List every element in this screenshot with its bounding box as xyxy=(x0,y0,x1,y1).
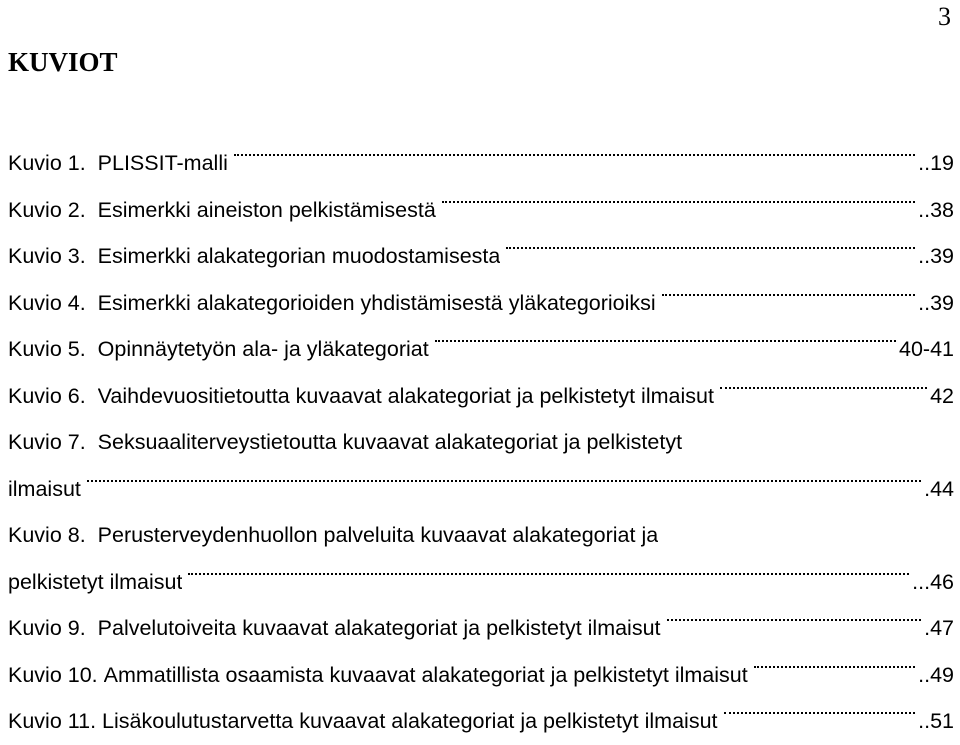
figure-title: Lisäkoulutustarvetta kuvaavat alakategoriat ja pelkistetyt ilmaisut xyxy=(102,709,718,733)
dot-leader xyxy=(506,247,915,249)
page-number: 3 xyxy=(938,2,951,31)
figure-entry xyxy=(8,698,954,745)
dot-leader xyxy=(234,154,915,156)
figure-title: Esimerkki alakategorioiden yhdistämisestä yläkategorioiksi xyxy=(97,290,656,315)
figure-title: Perusterveydenhuollon palveluita kuvaavat alakategoriat ja xyxy=(97,523,659,547)
figure-entry xyxy=(8,652,954,699)
figure-title: Opinnäytetyön ala- ja yläkategoriat xyxy=(97,337,429,361)
figure-entry xyxy=(8,326,954,373)
figure-entry xyxy=(8,373,954,420)
figure-number: Kuvio 7. xyxy=(8,430,86,454)
dot-leader xyxy=(754,666,915,668)
page-reference: ..38 xyxy=(918,197,954,222)
dot-leader xyxy=(667,619,922,621)
figure-title: Seksuaaliterveystietoutta kuvaavat alakategoriat ja pelkistetyt xyxy=(97,430,683,454)
page-reference: .44 xyxy=(924,476,954,501)
page-reference: ..51 xyxy=(918,709,954,733)
page-reference: ..49 xyxy=(918,662,954,687)
page-reference: ..39 xyxy=(918,244,954,268)
figure-entry xyxy=(8,605,954,652)
figure-title: PLISSIT-malli xyxy=(97,151,228,175)
page-reference: 42 xyxy=(930,383,954,408)
figure-title: Esimerkki aineiston pelkistämisestä xyxy=(97,197,436,222)
figure-entry xyxy=(8,140,954,187)
figure-number: Kuvio 9. xyxy=(8,616,86,640)
dot-leader xyxy=(662,294,915,296)
page-reference: 40-41 xyxy=(899,337,954,361)
page-reference: .47 xyxy=(924,616,954,640)
dot-leader xyxy=(435,340,896,342)
figure-number: Kuvio 3. xyxy=(8,244,86,268)
figure-entry xyxy=(8,233,954,280)
figure-entry xyxy=(8,512,954,605)
figure-title: Esimerkki alakategorian muodostamisesta xyxy=(97,244,501,268)
figure-title-continuation: ilmaisut xyxy=(8,476,81,501)
dot-leader xyxy=(188,573,909,575)
figure-list xyxy=(8,140,954,745)
figure-title: Vaihdevuositietoutta kuvaavat alakategoriat ja pelkistetyt ilmaisut xyxy=(97,383,714,408)
figure-entry xyxy=(8,187,954,234)
figure-number: Kuvio 10. xyxy=(8,662,98,687)
figure-number: Kuvio 2. xyxy=(8,197,86,222)
figure-entry xyxy=(8,280,954,327)
figure-title-continuation: pelkistetyt ilmaisut xyxy=(8,569,183,594)
dot-leader xyxy=(720,387,927,389)
dot-leader xyxy=(724,712,916,714)
page-reference: ..19 xyxy=(918,151,954,175)
section-heading: KUVIOT xyxy=(8,47,118,77)
figure-number: Kuvio 8. xyxy=(8,523,86,547)
dot-leader xyxy=(87,480,921,482)
page-reference: ...46 xyxy=(912,569,954,594)
dot-leader xyxy=(442,201,915,203)
figure-number: Kuvio 5. xyxy=(8,337,86,361)
figure-entry xyxy=(8,419,954,512)
figure-number: Kuvio 1. xyxy=(8,151,86,175)
page-reference: ..39 xyxy=(918,290,954,315)
figure-number: Kuvio 6. xyxy=(8,383,86,408)
figure-number: Kuvio 4. xyxy=(8,290,86,315)
figure-title: Ammatillista osaamista kuvaavat alakategoriat ja pelkistetyt ilmaisut xyxy=(103,662,748,687)
figure-title: Palvelutoiveita kuvaavat alakategoriat ja pelkistetyt ilmaisut xyxy=(97,616,661,640)
figure-number: Kuvio 11. xyxy=(8,709,97,733)
